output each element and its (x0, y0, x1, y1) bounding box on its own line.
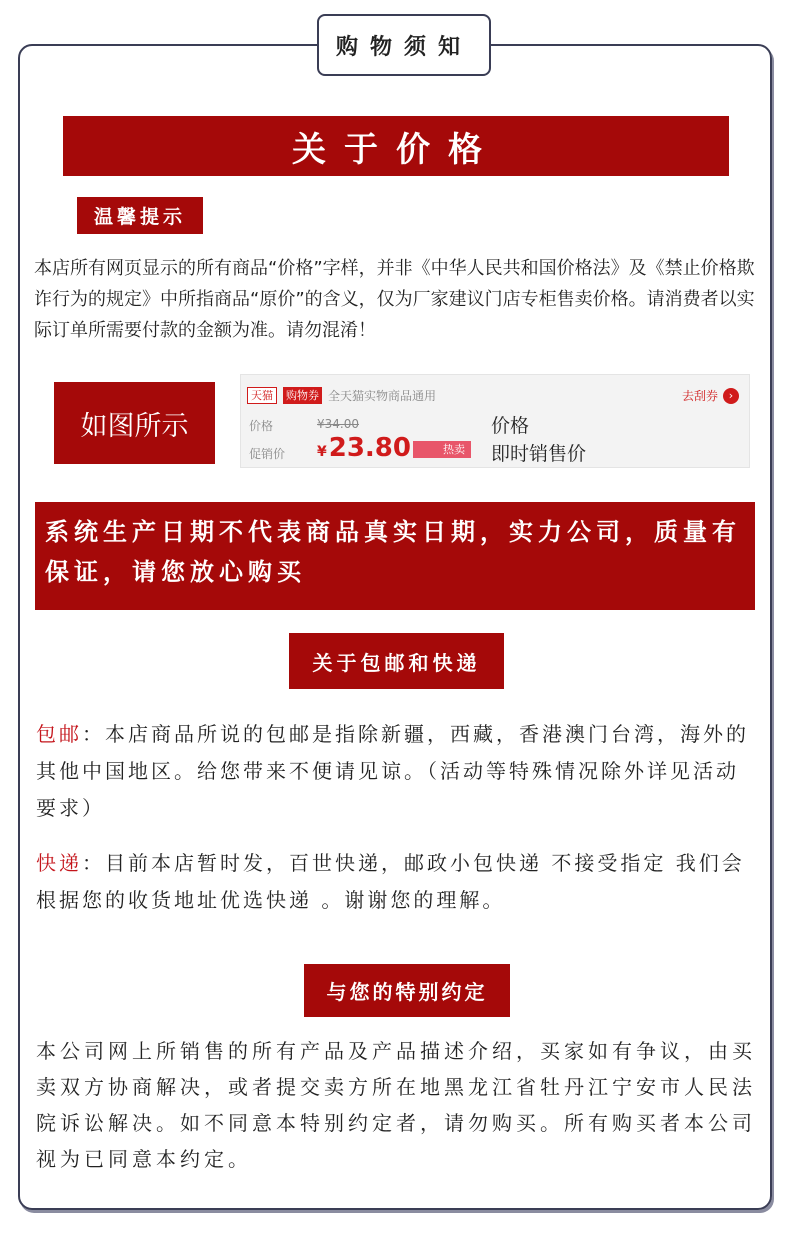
agreement-text: 本公司网上所销售的所有产品及产品描述介绍，买家如有争议，由买卖双方协商解决，或者提交卖方所在地黑龙江省牡丹江宁安市人民法院诉讼解决。如不同意本特别约定者，请勿购买。所有购买者本公司视为已同意本约定。 (36, 1039, 756, 1171)
system-date-notice: 系统生产日期不代表商品真实日期，实力公司，质量有保证，请您放心购买 (35, 502, 755, 610)
coupon-tag: 购物券 (283, 387, 322, 404)
free-shipping-paragraph (36, 716, 756, 827)
agreement-banner: 与您的特别约定 (304, 964, 510, 1017)
coupon-row (247, 387, 436, 404)
promo-price-value: 23.80 (328, 433, 411, 463)
shipping-banner: 关于包邮和快递 (289, 633, 504, 689)
note-price: 价格 (491, 415, 530, 437)
price-banner: 关于价格 (63, 116, 729, 176)
example-label: 如图所示 (54, 382, 215, 464)
free-shipping-text: ：本店商品所说的包邮是指除新疆，西藏，香港澳门台湾，海外的其他中国地区。给您带来不便请见谅。（活动等特殊情况除外详见活动要求） (36, 722, 749, 820)
chevron-right-icon: › (723, 388, 739, 404)
promo-label: 促销价 (249, 447, 286, 461)
get-coupon-link[interactable] (682, 387, 739, 404)
tip-label: 温馨提示 (77, 197, 203, 234)
hot-tag: 热卖 (413, 441, 471, 458)
coupon-desc: 全天猫实物商品通用 (328, 389, 437, 403)
currency-symbol: ¥ (317, 444, 327, 460)
courier-text: ：目前本店暂时发，百世快递，邮政小包快递 不接受指定 我们会根据您的收货地址优选快递 。谢谢您的理解。 (36, 851, 745, 912)
courier-paragraph (36, 845, 756, 919)
tmall-tag: 天猫 (247, 387, 277, 404)
get-coupon-label: 去刮券 (681, 389, 718, 403)
free-shipping-keyword: 包邮 (36, 722, 82, 746)
price-label: 价格 (249, 419, 274, 433)
promo-price (317, 433, 411, 463)
note-current-price: 即时销售价 (491, 443, 587, 465)
page-title: 购物须知 (317, 14, 491, 76)
price-notice: 本店所有网页显示的所有商品“价格”字样，并非《中华人民共和国价格法》及《禁止价格欺诈行为的规定》中所指商品“原价”的含义，仅为厂家建议门店专柜售卖价格。请消费者以实际订单所需要付款的金额为准。请勿混淆！ (34, 258, 755, 341)
original-price: ¥34.00 (317, 417, 359, 431)
courier-keyword: 快递 (36, 851, 82, 875)
price-example-screenshot (240, 374, 750, 468)
